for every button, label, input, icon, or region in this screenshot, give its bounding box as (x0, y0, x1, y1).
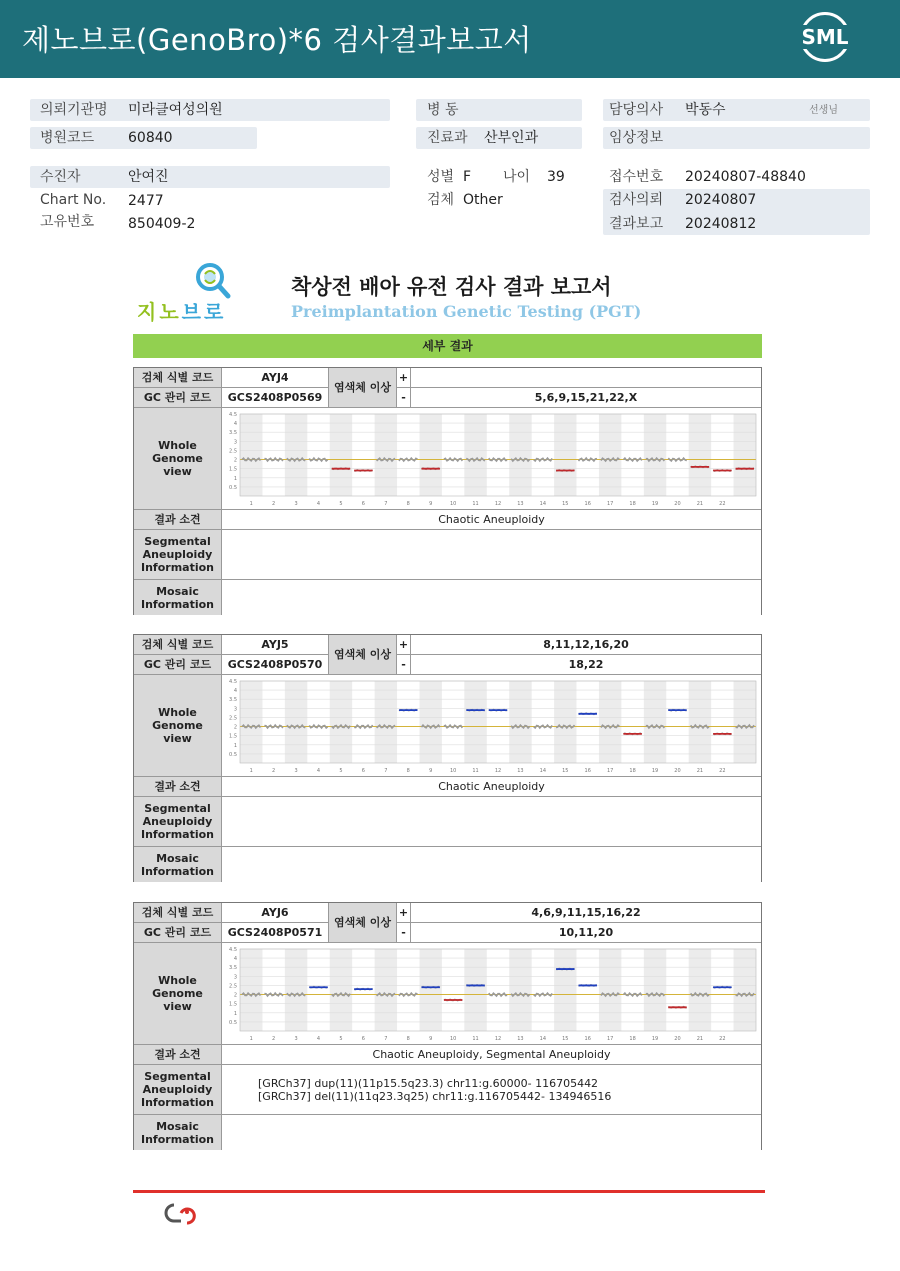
specimen-label: 검체 (427, 192, 455, 208)
y-tick-label: 3 (233, 973, 237, 980)
y-tick-label: 1.5 (229, 1001, 237, 1008)
chromosome-band (464, 949, 486, 1031)
x-tick-label: 2 (272, 500, 276, 507)
chromosome-signal (534, 993, 552, 996)
chromosome-band (375, 681, 397, 763)
chromosome-signal (444, 725, 462, 728)
genome-view-row (134, 675, 761, 777)
age-label: 나이 (503, 169, 531, 185)
x-tick-label: 3 (294, 500, 298, 507)
gc-code-value: GCS2408P0570 (222, 655, 329, 674)
chromosome-signal (399, 458, 418, 461)
chromosome-band (464, 414, 486, 496)
y-tick-label: 3.5 (229, 964, 237, 971)
chromosome-signal (623, 993, 641, 996)
x-tick-label: 17 (606, 1035, 614, 1042)
receipt-value: 20240807-48840 (685, 169, 806, 185)
sample-table (133, 634, 762, 882)
chromosome-band (644, 949, 666, 1031)
sample-code-value: AYJ4 (222, 368, 329, 387)
x-tick-label: 12 (494, 500, 502, 507)
chromosome-band (240, 681, 262, 763)
y-tick-label: 3.5 (229, 429, 237, 436)
mosaic-label: Mosaic Information (134, 580, 222, 615)
y-tick-label: 1 (233, 475, 237, 482)
doctor-label: 담당의사 (609, 102, 664, 118)
chart-no-label: Chart No. (40, 192, 107, 208)
chromosome-signal (534, 725, 552, 728)
sample-code-label: 검체 식별 코드 (134, 635, 222, 654)
genobro-logo (137, 296, 226, 325)
y-tick-label: 0.5 (229, 484, 237, 491)
finding-value: Chaotic Aneuploidy (222, 510, 761, 529)
sml-logo-text: SML (796, 25, 854, 49)
segmental-value-cell (222, 530, 761, 579)
genome-chart-cell (222, 943, 761, 1044)
mosaic-value (222, 1115, 761, 1150)
genome-chart-cell (222, 408, 761, 509)
x-tick-label: 1 (249, 1035, 253, 1042)
chromosome-band (644, 681, 666, 763)
chromosome-band (554, 414, 576, 496)
chromosome-band (509, 414, 531, 496)
x-tick-label: 5 (339, 500, 343, 507)
y-tick-label: 1.5 (229, 733, 237, 740)
whole-genome-view-label: Whole Genome view (134, 408, 222, 509)
footer-rule (133, 1190, 765, 1193)
chart-frame (240, 681, 756, 763)
x-tick-label: 10 (449, 767, 457, 774)
y-tick-label: 3.5 (229, 696, 237, 703)
x-tick-label: 20 (674, 767, 681, 774)
specimen-value: Other (463, 192, 503, 208)
age-value: 39 (547, 169, 565, 185)
chromosome-band (509, 681, 531, 763)
segmental-row (134, 1065, 761, 1115)
x-tick-label: 12 (494, 1035, 502, 1042)
gain-chromosomes: 4,6,9,11,15,16,22 (411, 903, 761, 922)
chromosome-band (554, 949, 576, 1031)
genome-view-row (134, 943, 761, 1045)
chromosome-signal (399, 993, 418, 996)
gain-chromosomes (411, 368, 761, 387)
x-tick-label: 19 (651, 500, 659, 507)
hospital-code-value: 60840 (128, 130, 173, 146)
plus-sign: + (397, 903, 411, 922)
finding-label: 결과 소견 (134, 777, 222, 796)
chromosome-abnormality-label: 염색체 이상 (329, 635, 397, 675)
x-tick-label: 1 (249, 500, 253, 507)
x-tick-label: 6 (361, 500, 365, 507)
x-tick-label: 8 (406, 767, 410, 774)
sample-code-row (134, 635, 761, 655)
y-tick-label: 2 (233, 992, 237, 999)
y-tick-label: 3 (233, 705, 237, 712)
report-title: 착상전 배아 유전 검사 결과 보고서 (291, 275, 612, 299)
dept-value: 산부인과 (484, 130, 539, 146)
chromosome-band (240, 414, 262, 496)
chromosome-band (375, 414, 397, 496)
x-tick-label: 5 (339, 767, 343, 774)
y-tick-label: 4.5 (229, 678, 237, 685)
request-value: 20240807 (685, 192, 757, 208)
x-tick-label: 13 (517, 767, 524, 774)
sample-table (133, 902, 762, 1150)
x-tick-label: 5 (339, 1035, 343, 1042)
x-tick-label: 16 (584, 500, 591, 507)
unique-id-value: 850409-2 (128, 216, 196, 232)
segmental-row (134, 530, 761, 580)
y-tick-label: 2.5 (229, 982, 237, 989)
sample-code-label: 검체 식별 코드 (134, 903, 222, 922)
x-tick-label: 9 (429, 1035, 433, 1042)
chromosome-band (375, 949, 397, 1031)
gc-code-label: GC 관리 코드 (134, 655, 222, 674)
x-tick-label: 13 (517, 1035, 524, 1042)
x-tick-label: 2 (272, 1035, 276, 1042)
gc-code-row (134, 923, 761, 943)
sample-code-value: AYJ6 (222, 903, 329, 922)
finding-row (134, 777, 761, 797)
mosaic-label: Mosaic Information (134, 1115, 222, 1150)
y-tick-label: 4 (233, 420, 237, 427)
chromosome-band (509, 949, 531, 1031)
x-tick-label: 15 (562, 500, 569, 507)
y-tick-label: 2 (233, 724, 237, 731)
x-tick-label: 10 (449, 1035, 457, 1042)
x-tick-label: 6 (361, 767, 365, 774)
chromosome-band (330, 949, 352, 1031)
chromosome-abnormality-label: 염색체 이상 (329, 903, 397, 943)
chart-frame (240, 949, 756, 1031)
chromosome-signal (623, 458, 641, 461)
y-tick-label: 4.5 (229, 946, 237, 953)
minus-sign: - (397, 388, 411, 407)
chromosome-abnormality-label: 염색체 이상 (329, 368, 397, 408)
x-tick-label: 18 (629, 767, 636, 774)
x-tick-label: 1 (249, 767, 253, 774)
genobro-logo-b: 브로 (181, 300, 227, 324)
plus-sign: + (397, 635, 411, 654)
document-title: 제노브로(GenoBro)*6 검사결과보고서 (22, 23, 532, 57)
chromosome-band (599, 414, 621, 496)
y-tick-label: 1 (233, 1010, 237, 1017)
x-tick-label: 19 (651, 1035, 659, 1042)
header-bar (0, 0, 900, 78)
gain-chromosomes: 8,11,12,16,20 (411, 635, 761, 654)
gc-code-label: GC 관리 코드 (134, 923, 222, 942)
y-tick-label: 2.5 (229, 447, 237, 454)
section-bar: 세부 결과 (133, 334, 762, 358)
genome-view-chart (222, 408, 761, 510)
mosaic-row (134, 1115, 761, 1150)
x-tick-label: 18 (629, 500, 636, 507)
x-tick-label: 4 (316, 767, 321, 774)
mosaic-label: Mosaic Information (134, 847, 222, 882)
genome-view-row (134, 408, 761, 510)
chromosome-signal (309, 725, 327, 728)
genome-chart-cell (222, 675, 761, 776)
x-tick-label: 4 (316, 500, 321, 507)
segmental-line: [GRCh37] del(11)(11q23.3q25) chr11:g.116705442- 134946516 (258, 1090, 612, 1103)
genome-view-chart (222, 943, 761, 1045)
segmental-text (258, 1077, 611, 1103)
x-tick-label: 17 (606, 500, 614, 507)
x-tick-label: 16 (584, 767, 591, 774)
loss-chromosomes: 10,11,20 (411, 923, 761, 942)
x-tick-label: 7 (384, 500, 388, 507)
x-tick-label: 8 (406, 1035, 410, 1042)
x-tick-label: 6 (361, 1035, 365, 1042)
institution-value: 미라클여성의원 (128, 102, 223, 118)
chromosome-band (285, 949, 307, 1031)
chromosome-band (599, 681, 621, 763)
chromosome-signal (444, 458, 462, 461)
y-tick-label: 0.5 (229, 1019, 237, 1026)
sample-table (133, 367, 762, 615)
hospital-code-label: 병원코드 (40, 130, 95, 146)
mosaic-row (134, 847, 761, 882)
sample-code-label: 검체 식별 코드 (134, 368, 222, 387)
gc-code-row (134, 388, 761, 408)
request-label: 검사의뢰 (609, 192, 664, 208)
x-tick-label: 3 (294, 1035, 298, 1042)
loss-chromosomes: 18,22 (411, 655, 761, 674)
x-tick-label: 14 (539, 1035, 547, 1042)
chromosome-band (734, 681, 756, 763)
chromosome-band (689, 414, 711, 496)
y-tick-label: 4 (233, 955, 237, 962)
x-tick-label: 20 (674, 500, 681, 507)
x-tick-label: 22 (719, 500, 726, 507)
genome-view-chart (222, 675, 761, 777)
chromosome-band (419, 414, 441, 496)
genobro-magnifier-icon (193, 262, 231, 300)
segmental-value-cell (222, 797, 761, 846)
x-tick-label: 21 (696, 767, 704, 774)
x-tick-label: 21 (696, 1035, 704, 1042)
x-tick-label: 3 (294, 767, 298, 774)
sample-code-row (134, 903, 761, 923)
x-tick-label: 9 (429, 767, 433, 774)
gc-code-label: GC 관리 코드 (134, 388, 222, 407)
finding-label: 결과 소견 (134, 1045, 222, 1064)
x-tick-label: 7 (384, 1035, 388, 1042)
chromosome-band (689, 949, 711, 1031)
chromosome-band (599, 949, 621, 1031)
finding-value: Chaotic Aneuploidy, Segmental Aneuploidy (222, 1045, 761, 1064)
x-tick-label: 21 (696, 500, 704, 507)
ward-label: 병 동 (427, 102, 459, 118)
chromosome-band (285, 414, 307, 496)
whole-genome-view-label: Whole Genome view (134, 675, 222, 776)
x-tick-label: 2 (272, 767, 276, 774)
x-tick-label: 11 (472, 500, 479, 507)
chromosome-band (644, 414, 666, 496)
x-tick-label: 13 (517, 500, 524, 507)
chromosome-band (240, 949, 262, 1031)
chromosome-band (419, 949, 441, 1031)
segmental-label: Segmental Aneuploidy Information (134, 1065, 222, 1114)
x-tick-label: 14 (539, 767, 547, 774)
chromosome-signal (534, 458, 552, 461)
x-tick-label: 17 (606, 767, 614, 774)
finding-value: Chaotic Aneuploidy (222, 777, 761, 796)
gc-code-row (134, 655, 761, 675)
report-date-value: 20240812 (685, 216, 757, 232)
unique-id-label: 고유번호 (40, 214, 95, 230)
y-tick-label: 3 (233, 438, 237, 445)
plus-sign: + (397, 368, 411, 387)
y-tick-label: 0.5 (229, 751, 237, 758)
segmental-label: Segmental Aneuploidy Information (134, 530, 222, 579)
finding-row (134, 1045, 761, 1065)
sample-code-row (134, 368, 761, 388)
chromosome-band (734, 414, 756, 496)
chart-no-value: 2477 (128, 193, 164, 209)
mosaic-value (222, 580, 761, 615)
y-tick-label: 2 (233, 457, 237, 464)
x-tick-label: 22 (719, 1035, 726, 1042)
gc-code-value: GCS2408P0571 (222, 923, 329, 942)
genome-care-logo-icon (130, 1201, 225, 1241)
sex-label: 성별 (427, 169, 455, 185)
chromosome-band (554, 681, 576, 763)
y-tick-label: 1 (233, 742, 237, 749)
chromosome-band (330, 681, 352, 763)
chromosome-signal (309, 458, 327, 461)
x-tick-label: 10 (449, 500, 457, 507)
mosaic-row (134, 580, 761, 615)
x-tick-label: 8 (406, 500, 410, 507)
segmental-line: [GRCh37] dup(11)(11p15.5q23.3) chr11:g.60000- 116705442 (258, 1077, 599, 1090)
name-pill (30, 166, 390, 188)
x-tick-label: 12 (494, 767, 502, 774)
x-tick-label: 4 (316, 1035, 321, 1042)
sml-logo (796, 12, 854, 64)
minus-sign: - (397, 655, 411, 674)
x-tick-label: 16 (584, 1035, 591, 1042)
loss-chromosomes: 5,6,9,15,21,22,X (411, 388, 761, 407)
name-label: 수진자 (40, 169, 81, 185)
chromosome-band (689, 681, 711, 763)
segmental-label: Segmental Aneuploidy Information (134, 797, 222, 846)
chromosome-band (330, 414, 352, 496)
minus-sign: - (397, 923, 411, 942)
x-tick-label: 11 (472, 1035, 479, 1042)
y-tick-label: 2.5 (229, 714, 237, 721)
sex-value: F (463, 169, 472, 185)
x-tick-label: 18 (629, 1035, 636, 1042)
finding-row (134, 510, 761, 530)
genobro-logo-a: 지노 (137, 300, 182, 324)
whole-genome-view-label: Whole Genome view (134, 943, 222, 1044)
y-tick-label: 4 (233, 687, 237, 694)
x-tick-label: 22 (719, 767, 726, 774)
sample-code-value: AYJ5 (222, 635, 329, 654)
doctor-value: 박동수 (685, 102, 726, 118)
chromosome-band (419, 681, 441, 763)
segmental-row (134, 797, 761, 847)
receipt-label: 접수번호 (609, 169, 664, 185)
chromosome-band (734, 949, 756, 1031)
chromosome-band (464, 681, 486, 763)
y-tick-label: 4.5 (229, 411, 237, 418)
dept-label: 진료과 (427, 130, 468, 146)
report-date-label: 결과보고 (609, 216, 664, 232)
doctor-suffix: 선생님 (809, 105, 838, 116)
x-tick-label: 15 (562, 1035, 569, 1042)
chromosome-band (285, 681, 307, 763)
finding-label: 결과 소견 (134, 510, 222, 529)
mosaic-value (222, 847, 761, 882)
x-tick-label: 7 (384, 767, 388, 774)
y-tick-label: 1.5 (229, 466, 237, 473)
x-tick-label: 14 (539, 500, 547, 507)
clinical-label: 임상정보 (609, 130, 664, 146)
x-tick-label: 20 (674, 1035, 681, 1042)
institution-label: 의뢰기관명 (40, 102, 108, 118)
x-tick-label: 19 (651, 767, 659, 774)
report-subtitle: Preimplantation Genetic Testing (PGT) (291, 302, 642, 321)
name-value: 안여진 (128, 169, 169, 185)
chart-frame (240, 414, 756, 496)
x-tick-label: 15 (562, 767, 569, 774)
gc-code-value: GCS2408P0569 (222, 388, 329, 407)
x-tick-label: 11 (472, 767, 479, 774)
x-tick-label: 9 (429, 500, 433, 507)
